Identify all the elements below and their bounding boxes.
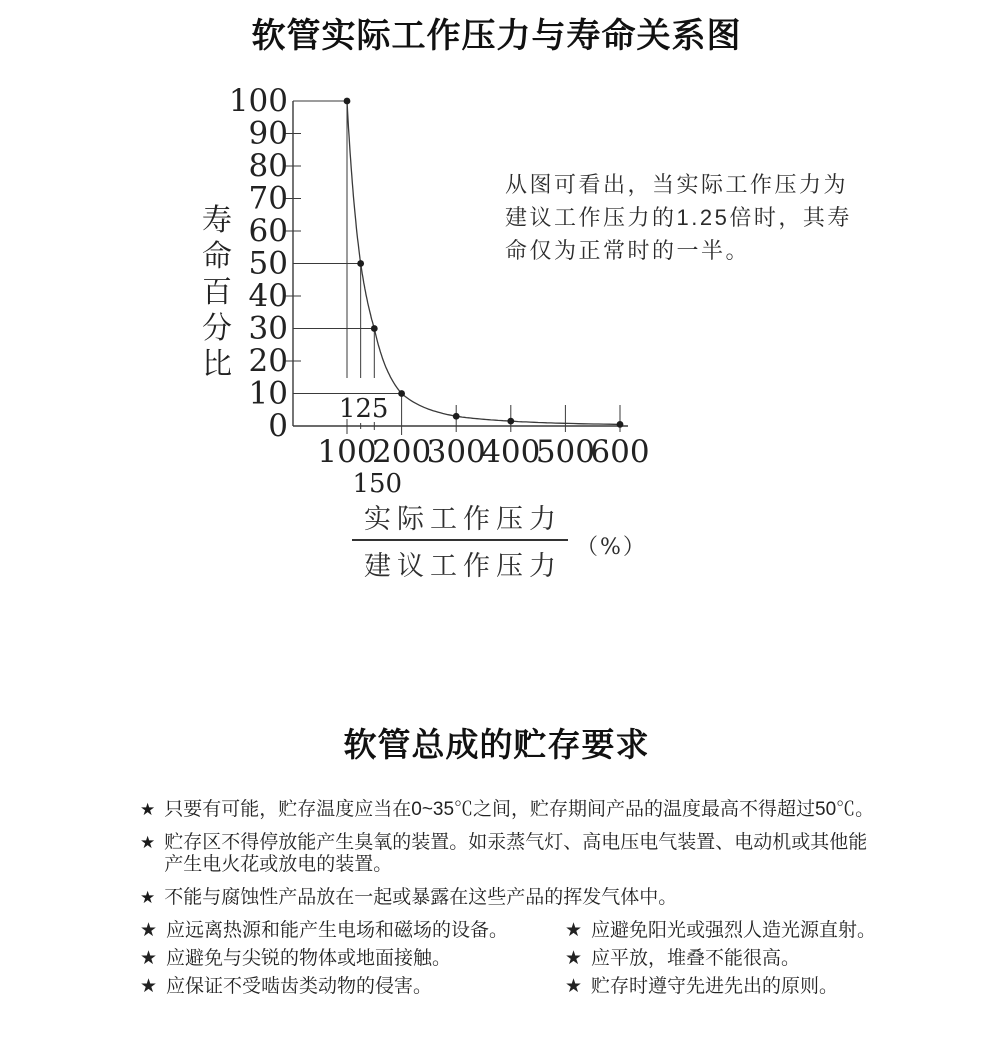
list-item — [140, 976, 565, 998]
x-tick-label: 200 — [372, 434, 432, 470]
star-bullet-icon: ★ — [565, 920, 583, 941]
list-item — [140, 948, 565, 970]
list-item — [140, 920, 565, 942]
star-bullet-icon: ★ — [140, 976, 158, 997]
storage-item-text: 应避免与尖锐的物体或地面接触。 — [166, 948, 452, 969]
storage-item-text: 只要有可能，贮存温度应当在0~35℃之间，贮存期间产品的温度最高不得超过50℃。 — [164, 799, 875, 820]
y-tick-label: 50 — [248, 245, 288, 282]
data-point — [344, 98, 351, 105]
page-title-pressure-life-chart: 软管实际工作压力与寿命关系图 — [251, 17, 742, 55]
x-sub-label: 125 — [338, 394, 389, 424]
annotation-line-1: 从图可看出，当实际工作压力为 — [505, 172, 849, 197]
y-tick-label: 100 — [228, 85, 288, 119]
star-bullet-icon: ★ — [140, 888, 156, 907]
data-point — [617, 421, 624, 428]
y-tick-label: 0 — [268, 408, 288, 444]
x-tick-label: 300 — [426, 434, 486, 470]
y-axis-label-char: 百 — [202, 275, 232, 310]
x-tick-label: 500 — [535, 434, 595, 470]
star-bullet-icon: ★ — [140, 920, 158, 941]
list-row — [140, 920, 885, 942]
list-item — [140, 799, 885, 821]
star-bullet-icon: ★ — [140, 833, 156, 852]
y-tick-label: 70 — [248, 180, 288, 217]
list-item — [565, 920, 885, 942]
pressure-life-chart — [150, 85, 690, 505]
y-tick-label: 20 — [248, 343, 288, 379]
storage-item-text: 应保证不受啮齿类动物的侵害。 — [166, 976, 433, 997]
list-row — [140, 976, 885, 998]
y-axis-label-char: 寿 — [202, 203, 232, 238]
y-tick-label: 80 — [248, 148, 288, 184]
chart-annotation — [505, 168, 915, 267]
storage-item-text: 贮存时遵守先进先出的原则。 — [591, 976, 839, 997]
x-tick-label: 600 — [590, 434, 650, 470]
y-tick-label: 40 — [248, 278, 288, 314]
list-item — [565, 976, 885, 998]
data-point — [453, 413, 460, 420]
y-axis-label-char: 命 — [202, 239, 232, 274]
star-bullet-icon: ★ — [565, 976, 583, 997]
pressure-life-chart-svg — [150, 85, 690, 505]
storage-item-text: 应远离热源和能产生电场和磁场的设备。 — [166, 920, 509, 941]
data-point — [398, 390, 405, 397]
list-row — [140, 948, 885, 970]
y-tick-label: 30 — [248, 310, 288, 347]
list-item — [565, 948, 885, 970]
y-tick-label: 10 — [248, 375, 288, 412]
star-bullet-icon: ★ — [565, 948, 583, 969]
annotation-line-3: 命仅为正常时的一半。 — [505, 238, 751, 263]
star-bullet-icon: ★ — [140, 948, 158, 969]
y-axis-label-char: 比 — [202, 347, 232, 382]
fraction-unit-percent: （%） — [576, 534, 647, 560]
y-axis-label-char: 分 — [202, 311, 232, 346]
fraction-numerator: 实际工作压力 — [364, 504, 562, 535]
x-tick-label: 100 — [317, 434, 377, 470]
x-tick-label: 400 — [481, 434, 541, 470]
y-tick-label: 90 — [248, 115, 288, 152]
fraction-denominator: 建议工作压力 — [352, 539, 568, 586]
x-axis-fraction-label — [352, 494, 647, 586]
annotation-line-2: 建议工作压力的1.25倍时，其寿 — [505, 205, 852, 230]
fraction-stack — [352, 494, 568, 586]
x-sub-label: 150 — [352, 469, 403, 499]
storage-item-text: 应平放，堆叠不能很高。 — [591, 948, 801, 969]
data-point — [357, 260, 364, 267]
storage-item-text: 不能与腐蚀性产品放在一起或暴露在这些产品的挥发气体中。 — [164, 887, 678, 908]
list-item — [140, 887, 885, 909]
data-point — [371, 325, 378, 332]
storage-item-text: 贮存区不得停放能产生臭氧的装置。如汞蒸气灯、高电压电气装置、电动机或其他能产生电火花或放电的装置。 — [164, 832, 868, 875]
storage-item-text: 应避免阳光或强烈人造光源直射。 — [591, 920, 877, 941]
y-tick-label: 60 — [248, 213, 288, 249]
list-item — [140, 832, 885, 876]
data-point — [507, 418, 514, 425]
storage-requirements-list — [140, 799, 885, 1004]
page-title-storage-requirements: 软管总成的贮存要求 — [343, 726, 650, 763]
star-bullet-icon: ★ — [140, 800, 156, 819]
